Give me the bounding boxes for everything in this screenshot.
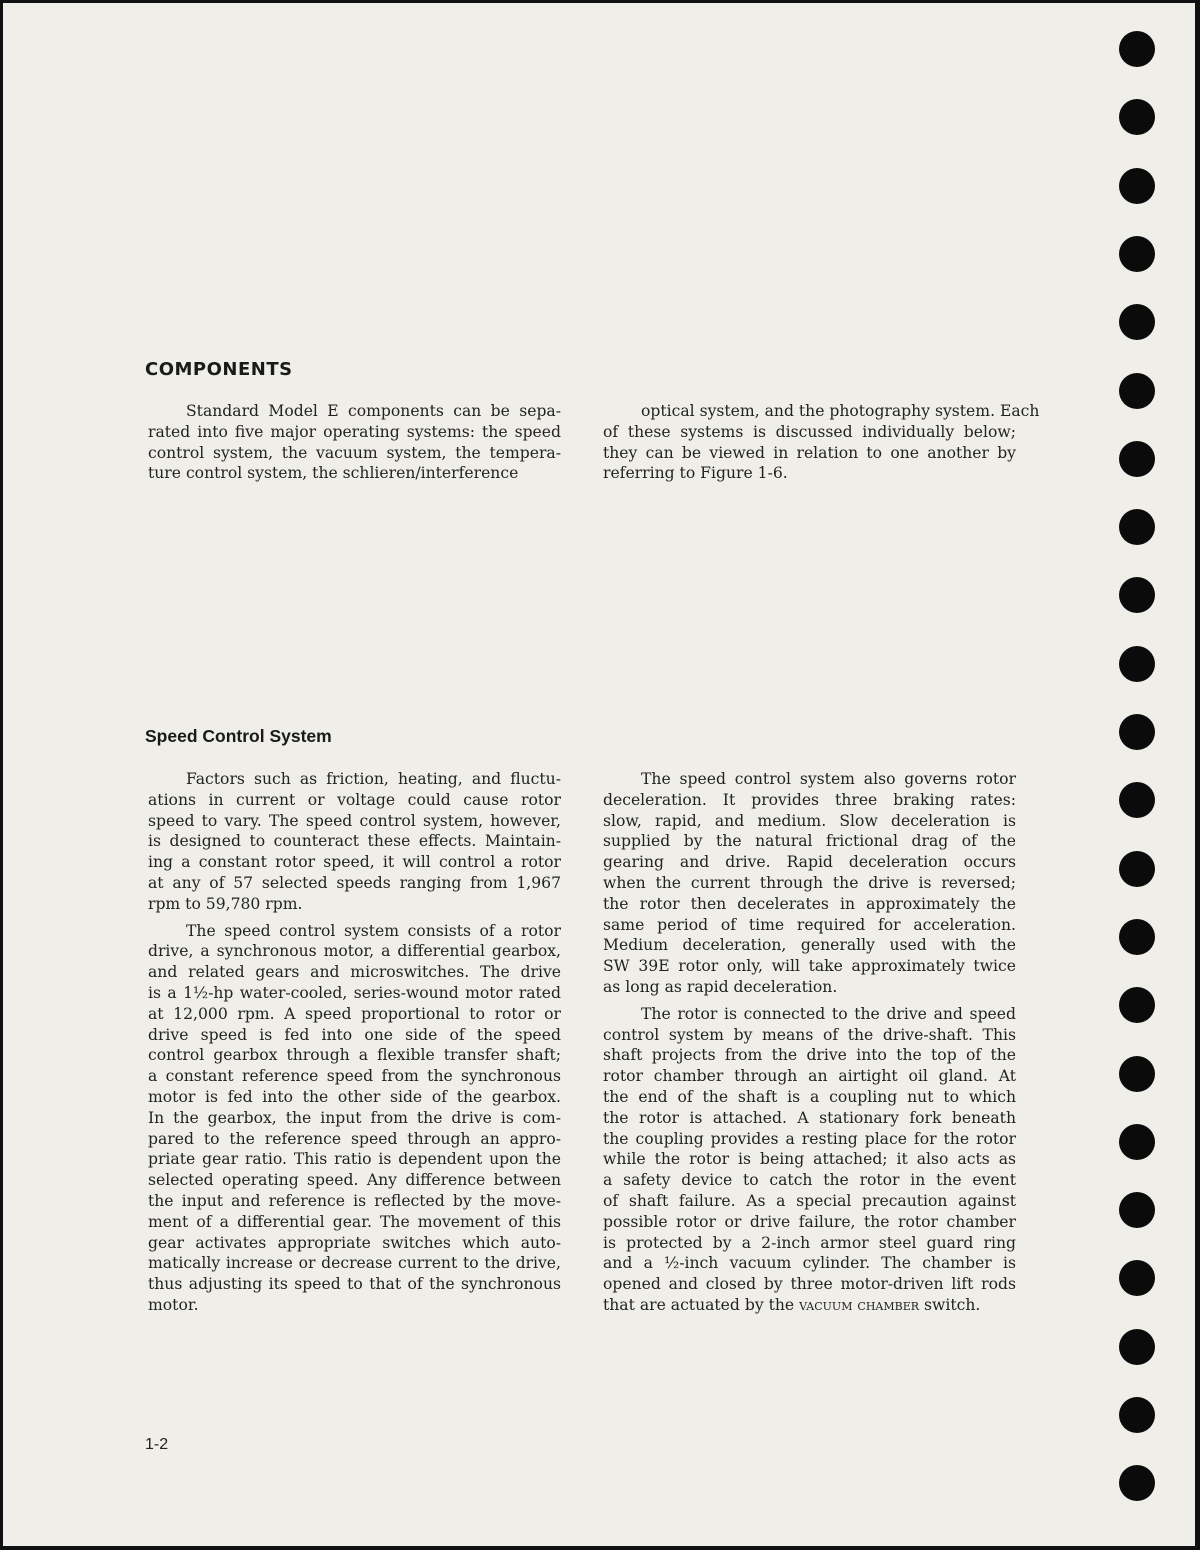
text-line: is designed to counteract these effects. Maintain- [148, 832, 561, 851]
binder-hole [1119, 577, 1155, 613]
text-line: priate gear ratio. This ratio is dependent upon the [148, 1150, 561, 1169]
binder-hole [1119, 1192, 1155, 1228]
text-line: a safety device to catch the rotor in the event [603, 1171, 1016, 1190]
section-heading: COMPONENTS [145, 359, 293, 380]
binder-hole [1119, 1465, 1155, 1501]
text-fragment: that are actuated by the [603, 1295, 800, 1314]
paragraph [148, 401, 561, 484]
text-fragment: switch. [919, 1295, 981, 1314]
text-line: control system by means of the drive-shaft. This [603, 1025, 1016, 1044]
subsection-heading: Speed Control System [145, 726, 332, 746]
text-line: ing a constant rotor speed, it will control a rotor [148, 853, 561, 872]
binder-hole [1119, 1329, 1155, 1365]
text-line: ment of a differential gear. The movement of this [148, 1212, 561, 1231]
text-line: thus adjusting its speed to that of the synchronous [148, 1275, 561, 1294]
speed-control-left-column [148, 769, 561, 1322]
text-line: matically increase or decrease current to the drive, [148, 1254, 561, 1273]
binder-hole [1119, 987, 1155, 1023]
text-line: a constant reference speed from the synchronous [148, 1067, 561, 1086]
text-line: motor. [148, 1295, 199, 1314]
text-line: motor is fed into the other side of the gearbox. [148, 1087, 561, 1106]
components-right-column [603, 401, 1040, 490]
binder-hole [1119, 1397, 1155, 1433]
text-line: SW 39E rotor only, will take approximately twice [603, 957, 1016, 976]
text-line: Medium deceleration, generally used with the [603, 936, 1016, 955]
text-line: the input and reference is reflected by the move- [148, 1191, 561, 1210]
text-line: and a ½-inch vacuum cylinder. The chamber is [603, 1254, 1016, 1273]
binder-hole [1119, 304, 1155, 340]
text-line: rated into five major operating systems: the speed [148, 422, 561, 441]
binder-hole [1119, 236, 1155, 272]
text-line: at any of 57 selected speeds ranging from 1,967 [148, 873, 561, 892]
text-line: opened and closed by three motor-driven lift rods [603, 1275, 1016, 1294]
binder-hole [1119, 441, 1155, 477]
paragraph [148, 769, 561, 915]
text-line: the end of the shaft is a coupling nut to which [603, 1087, 1016, 1106]
text-line: the rotor then decelerates in approximately the [603, 894, 1016, 913]
binder-hole [1119, 373, 1155, 409]
text-line: drive, a synchronous motor, a differential gearbox, [148, 942, 561, 961]
speed-control-right-column [603, 769, 1016, 1322]
binder-hole [1119, 1056, 1155, 1092]
binder-hole [1119, 509, 1155, 545]
text-line: while the rotor is being attached; it also acts as [603, 1150, 1016, 1169]
text-line: In the gearbox, the input from the drive is com- [148, 1108, 561, 1127]
text-line: they can be viewed in relation to one another by [603, 443, 1016, 462]
text-line: ations in current or voltage could cause rotor [148, 790, 561, 809]
text-line: drive speed is fed into one side of the speed [148, 1025, 561, 1044]
text-line: gearing and drive. Rapid deceleration occurs [603, 853, 1016, 872]
binder-hole [1119, 1124, 1155, 1160]
binder-hole [1119, 168, 1155, 204]
paragraph [603, 769, 1016, 998]
text-line: selected operating speed. Any difference between [148, 1171, 561, 1190]
text-line: rotor chamber through an airtight oil gland. At [603, 1067, 1016, 1086]
text-line: pared to the reference speed through an appro- [148, 1129, 561, 1148]
text-line: when the current through the drive is reversed; [603, 873, 1016, 892]
text-line: Standard Model E components can be sepa- [186, 402, 561, 420]
text-line: as long as rapid deceleration. [603, 977, 838, 996]
text-line: of shaft failure. As a special precaution against [603, 1191, 1016, 1210]
text-line: speed to vary. The speed control system, however, [148, 811, 561, 830]
binder-hole [1119, 714, 1155, 750]
switch-name: vacuum chamber [799, 1295, 920, 1314]
text-line: The speed control system also governs rotor [641, 770, 1016, 788]
binder-hole [1119, 782, 1155, 818]
text-line: control system, the vacuum system, the tempera- [148, 443, 561, 462]
text-line: is protected by a 2-inch armor steel guard ring [603, 1233, 1016, 1252]
text-line: is a 1½-hp water-cooled, series-wound motor rated [148, 983, 561, 1002]
paragraph [603, 401, 1040, 484]
text-line: referring to Figure 1-6. [603, 464, 788, 483]
page-number: 1-2 [145, 1436, 169, 1453]
document-page [3, 3, 1195, 1546]
text-line: optical system, and the photography system. Each [641, 402, 1040, 420]
text-line: rpm to 59,780 rpm. [148, 894, 303, 913]
binder-hole [1119, 99, 1155, 135]
paragraph [148, 921, 561, 1316]
text-line: the rotor is attached. A stationary fork beneath [603, 1108, 1016, 1127]
text-line [603, 1295, 1016, 1316]
paragraph [603, 1004, 1016, 1316]
text-line: ture control system, the schlieren/interference [148, 464, 519, 483]
text-line: Factors such as friction, heating, and fluctu- [186, 770, 561, 788]
text-line: of these systems is discussed individually below; [603, 422, 1016, 441]
text-line: slow, rapid, and medium. Slow deceleration is [603, 811, 1016, 830]
components-left-column [148, 401, 561, 490]
binder-hole [1119, 31, 1155, 67]
binder-hole [1119, 646, 1155, 682]
binder-hole [1119, 919, 1155, 955]
text-line: control gearbox through a flexible transfer shaft; [148, 1046, 561, 1065]
text-line: possible rotor or drive failure, the rotor chamber [603, 1212, 1016, 1231]
text-line: gear activates appropriate switches which auto- [148, 1233, 561, 1252]
binder-hole [1119, 851, 1155, 887]
text-line: the coupling provides a resting place for the rotor [603, 1129, 1016, 1148]
text-line: supplied by the natural frictional drag of the [603, 832, 1016, 851]
binder-hole [1119, 1260, 1155, 1296]
text-line: same period of time required for acceleration. [603, 915, 1016, 934]
text-line: deceleration. It provides three braking rates: [603, 790, 1016, 809]
text-line: The rotor is connected to the drive and speed [641, 1004, 1016, 1023]
text-line: and related gears and microswitches. The drive [148, 963, 561, 982]
text-line: The speed control system consists of a rotor [186, 921, 561, 940]
text-line: shaft projects from the drive into the top of the [603, 1046, 1016, 1065]
text-line: at 12,000 rpm. A speed proportional to rotor or [148, 1004, 561, 1023]
